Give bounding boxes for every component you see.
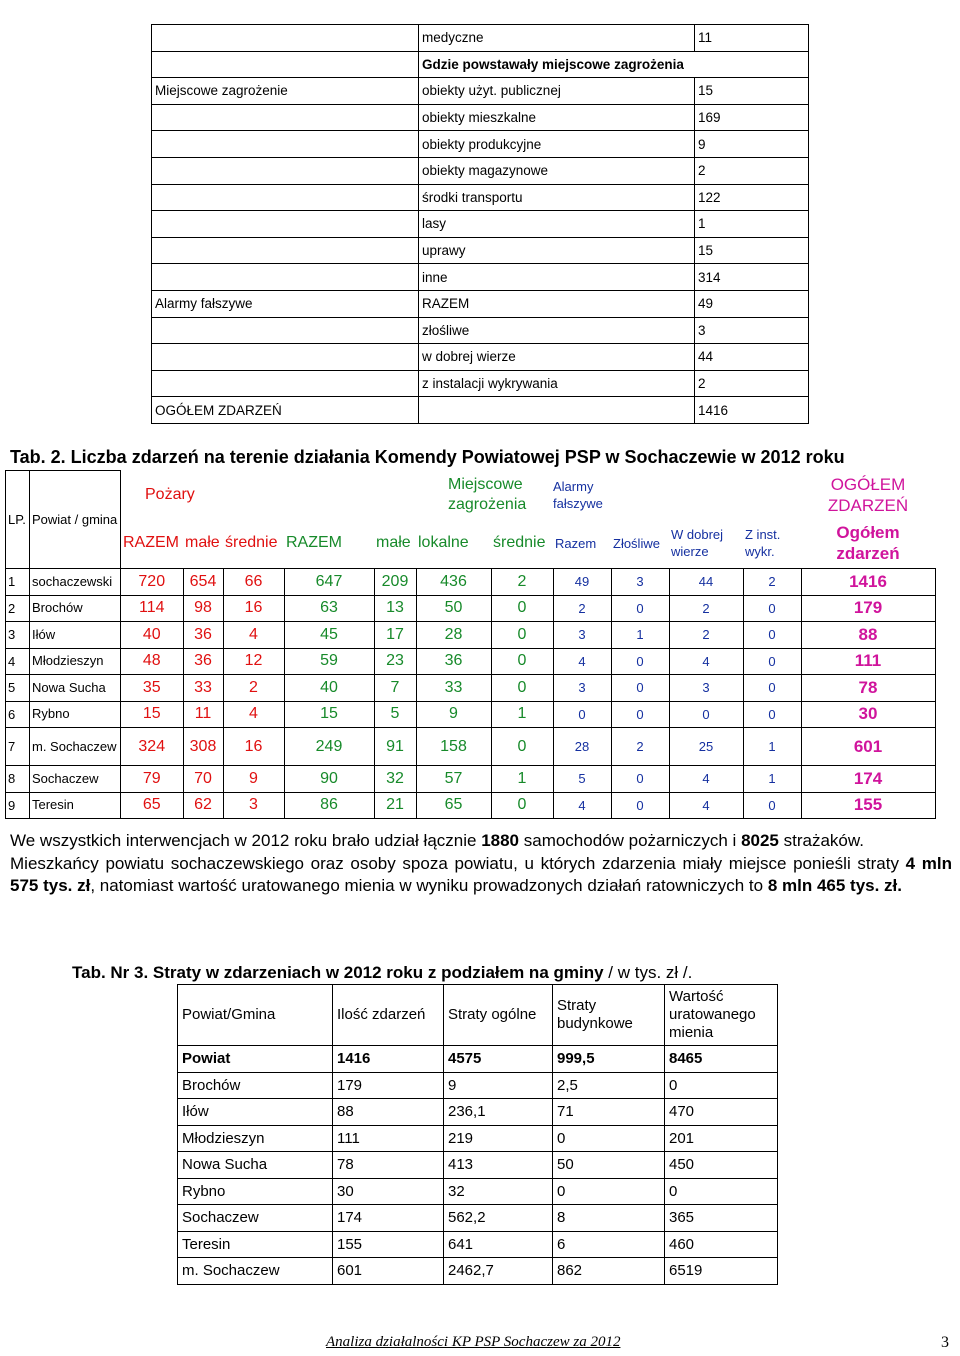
row-value: 65	[416, 792, 491, 819]
row-gmina: Nowa Sucha	[30, 675, 121, 702]
losses-cell: 413	[444, 1152, 553, 1179]
row-value: 49	[553, 569, 611, 596]
row-value: 5	[553, 766, 611, 793]
summary-value: 1416	[695, 397, 809, 424]
gmina-row	[6, 569, 936, 596]
row-value: 45	[284, 622, 374, 649]
row-value: 0	[743, 701, 801, 728]
summary-row	[152, 397, 809, 424]
summary-row	[152, 184, 809, 211]
row-value: 0	[491, 675, 553, 702]
summary-value: 314	[695, 264, 809, 291]
losses-cell: 601	[333, 1258, 444, 1285]
row-value: 90	[284, 766, 374, 793]
lp-header: LP.	[6, 471, 30, 569]
losses-cell: 0	[553, 1125, 665, 1152]
row-value: 0	[743, 622, 801, 649]
table3-title: Tab. Nr 3. Straty w zdarzeniach w 2012 roku z podziałem na gminy / w tys. zł /.	[72, 963, 693, 982]
row-value: 4	[669, 648, 743, 675]
losses-cell: 71	[553, 1099, 665, 1126]
losses-cell: Sochaczew	[178, 1205, 333, 1232]
miejscowe-header: Miejscowe zagrożenia	[448, 475, 527, 513]
losses-cell: Nowa Sucha	[178, 1152, 333, 1179]
losses-cell: 30	[333, 1178, 444, 1205]
summary-row	[152, 264, 809, 291]
row-value: 4	[669, 792, 743, 819]
row-value: 0	[491, 622, 553, 649]
m-lokalne-header: lokalne	[418, 534, 469, 552]
row-value: 3	[669, 675, 743, 702]
row-value: 15	[121, 701, 184, 728]
row-value: 88	[801, 622, 935, 649]
row-value: 3	[553, 675, 611, 702]
summary-label: RAZEM	[419, 290, 695, 317]
losses-cell: 0	[553, 1178, 665, 1205]
summary-value: 1	[695, 211, 809, 238]
row-value: 0	[611, 648, 669, 675]
row-value: 9	[223, 766, 284, 793]
events-by-gmina-table	[5, 470, 936, 819]
losses-header: Ilość zdarzeń	[333, 985, 444, 1046]
row-value: 0	[611, 701, 669, 728]
summary-row	[152, 104, 809, 131]
row-value: 111	[801, 648, 935, 675]
row-value: 2	[611, 728, 669, 766]
summary-label: medyczne	[419, 25, 695, 52]
losses-cell: 641	[444, 1231, 553, 1258]
summary-label: uprawy	[419, 237, 695, 264]
row-value: 0	[611, 792, 669, 819]
summary-row	[152, 317, 809, 344]
summary-table	[151, 24, 809, 424]
summary-label: lasy	[419, 211, 695, 238]
losses-row	[178, 1178, 778, 1205]
losses-cell: 999,5	[553, 1046, 665, 1073]
losses-cell: m. Sochaczew	[178, 1258, 333, 1285]
row-value: 36	[416, 648, 491, 675]
summary-value: 3	[695, 317, 809, 344]
table2-title: Tab. 2. Liczba zdarzeń na terenie działania Komendy Powiatowej PSP w Sochaczewie w 2012 roku	[10, 447, 845, 467]
summary-row	[152, 370, 809, 397]
row-value: 36	[183, 648, 223, 675]
losses-cell: 460	[665, 1231, 778, 1258]
row-value: 59	[284, 648, 374, 675]
row-gmina: Brochów	[30, 595, 121, 622]
summary-label: Gdzie powstawały miejscowe zagrożenia	[419, 51, 809, 78]
row-value: 98	[183, 595, 223, 622]
row-value: 1	[491, 766, 553, 793]
row-value: 2	[223, 675, 284, 702]
losses-cell: 365	[665, 1205, 778, 1232]
row-value: 436	[416, 569, 491, 596]
row-gmina: Sochaczew	[30, 766, 121, 793]
gmina-row	[6, 792, 936, 819]
row-value: 48	[121, 648, 184, 675]
gmina-row	[6, 701, 936, 728]
summary-label: z instalacji wykrywania	[419, 370, 695, 397]
losses-cell: Młodzieszyn	[178, 1125, 333, 1152]
summary-group	[152, 184, 419, 211]
a-zinst-header: Z inst. wykr.	[745, 527, 781, 560]
row-value: 4	[223, 622, 284, 649]
summary-group	[152, 51, 419, 78]
row-value: 35	[121, 675, 184, 702]
row-gmina: Iłów	[30, 622, 121, 649]
row-value: 308	[183, 728, 223, 766]
gmina-header: Powiat / gmina	[30, 471, 121, 569]
row-value: 0	[743, 648, 801, 675]
row-lp: 2	[6, 595, 30, 622]
row-lp: 5	[6, 675, 30, 702]
row-value: 30	[801, 701, 935, 728]
row-value: 209	[374, 569, 416, 596]
summary-label: inne	[419, 264, 695, 291]
summary-label: złośliwe	[419, 317, 695, 344]
summary-label: środki transportu	[419, 184, 695, 211]
row-value: 654	[183, 569, 223, 596]
row-value: 4	[553, 648, 611, 675]
row-lp: 1	[6, 569, 30, 596]
losses-cell: 179	[333, 1072, 444, 1099]
paragraph-losses: Mieszkańcy powiatu sochaczewskiego oraz osoby spoza powiatu, u których zdarzenia miały miejsce ponieśli straty 4 mln 575 tys. zł, natomiast wartość uratowanego mienia w wyniku prowadzonych działań ratowniczych to 8 mln 465 tys. zł.	[10, 853, 952, 895]
losses-row	[178, 1072, 778, 1099]
row-value: 249	[284, 728, 374, 766]
row-value: 647	[284, 569, 374, 596]
row-value: 13	[374, 595, 416, 622]
page-number: 3	[941, 1334, 949, 1351]
row-value: 79	[121, 766, 184, 793]
losses-cell: 0	[665, 1178, 778, 1205]
row-value: 0	[611, 675, 669, 702]
losses-cell: 236,1	[444, 1099, 553, 1126]
p-srednie-header: średnie	[225, 534, 278, 552]
m-male-header: małe	[376, 534, 411, 552]
summary-paragraphs	[10, 830, 952, 898]
row-value: 63	[284, 595, 374, 622]
losses-cell: 4575	[444, 1046, 553, 1073]
losses-cell: 32	[444, 1178, 553, 1205]
summary-value: 11	[695, 25, 809, 52]
row-value: 44	[669, 569, 743, 596]
summary-label: w dobrej wierze	[419, 344, 695, 371]
summary-label: obiekty magazynowe	[419, 157, 695, 184]
summary-row	[152, 25, 809, 52]
row-value: 28	[416, 622, 491, 649]
a-razem-header: Razem	[555, 535, 597, 551]
row-value: 2	[669, 595, 743, 622]
losses-cell: 2462,7	[444, 1258, 553, 1285]
row-value: 57	[416, 766, 491, 793]
losses-header: Wartość uratowanego mienia	[665, 985, 778, 1046]
summary-value: 2	[695, 157, 809, 184]
row-value: 0	[491, 792, 553, 819]
summary-row	[152, 51, 809, 78]
summary-row	[152, 237, 809, 264]
row-value: 0	[743, 792, 801, 819]
row-value: 66	[223, 569, 284, 596]
summary-group	[152, 211, 419, 238]
row-value: 3	[611, 569, 669, 596]
row-value: 25	[669, 728, 743, 766]
row-value: 114	[121, 595, 184, 622]
row-gmina: Teresin	[30, 792, 121, 819]
losses-cell: 8	[553, 1205, 665, 1232]
summary-row	[152, 131, 809, 158]
losses-cell: 88	[333, 1099, 444, 1126]
losses-row	[178, 1099, 778, 1126]
gmina-row	[6, 766, 936, 793]
row-value: 1	[611, 622, 669, 649]
page-footer: Analiza działalności KP PSP Sochaczew za 2012	[326, 1334, 621, 1350]
row-value: 78	[801, 675, 935, 702]
ogolem-sub-header: Ogółem zdarzeń	[836, 523, 900, 564]
losses-cell: 174	[333, 1205, 444, 1232]
row-value: 0	[553, 701, 611, 728]
row-value: 16	[223, 595, 284, 622]
summary-group	[152, 344, 419, 371]
summary-row	[152, 344, 809, 371]
row-value: 16	[223, 728, 284, 766]
losses-cell: 50	[553, 1152, 665, 1179]
row-value: 40	[284, 675, 374, 702]
row-lp: 6	[6, 701, 30, 728]
summary-row	[152, 290, 809, 317]
row-value: 3	[223, 792, 284, 819]
row-value: 2	[553, 595, 611, 622]
losses-row	[178, 1046, 778, 1073]
row-value: 158	[416, 728, 491, 766]
summary-row	[152, 78, 809, 105]
row-value: 32	[374, 766, 416, 793]
summary-group	[152, 25, 419, 52]
losses-cell: 470	[665, 1099, 778, 1126]
losses-cell: 6519	[665, 1258, 778, 1285]
losses-cell: 111	[333, 1125, 444, 1152]
losses-header: Straty ogólne	[444, 985, 553, 1046]
losses-cell: 862	[553, 1258, 665, 1285]
losses-cell: 6	[553, 1231, 665, 1258]
row-gmina: sochaczewski	[30, 569, 121, 596]
m-srednie-header: średnie	[493, 534, 546, 552]
summary-label: obiekty użyt. publicznej	[419, 78, 695, 105]
row-lp: 7	[6, 728, 30, 766]
row-value: 12	[223, 648, 284, 675]
row-lp: 4	[6, 648, 30, 675]
row-value: 86	[284, 792, 374, 819]
row-value: 601	[801, 728, 935, 766]
summary-label	[419, 397, 695, 424]
row-value: 4	[669, 766, 743, 793]
row-lp: 8	[6, 766, 30, 793]
row-value: 0	[743, 595, 801, 622]
row-value: 28	[553, 728, 611, 766]
losses-cell: 219	[444, 1125, 553, 1152]
ogolem-header: OGÓŁEM ZDARZEŃ	[827, 474, 909, 515]
summary-group: Miejscowe zagrożenie	[152, 78, 419, 105]
losses-cell: 9	[444, 1072, 553, 1099]
row-value: 15	[284, 701, 374, 728]
row-value: 1416	[801, 569, 935, 596]
a-wdobrej-header: W dobrej wierze	[671, 527, 724, 560]
row-value: 2	[669, 622, 743, 649]
a-zlosliwe-header: Złośliwe	[613, 535, 660, 551]
losses-cell: 562,2	[444, 1205, 553, 1232]
summary-value: 44	[695, 344, 809, 371]
summary-group	[152, 157, 419, 184]
row-lp: 3	[6, 622, 30, 649]
losses-row	[178, 1125, 778, 1152]
summary-group	[152, 370, 419, 397]
losses-cell: Teresin	[178, 1231, 333, 1258]
row-value: 70	[183, 766, 223, 793]
row-value: 324	[121, 728, 184, 766]
p-razem-header: RAZEM	[123, 534, 179, 552]
losses-cell: Brochów	[178, 1072, 333, 1099]
summary-value: 49	[695, 290, 809, 317]
row-value: 0	[491, 728, 553, 766]
row-value: 40	[121, 622, 184, 649]
row-value: 62	[183, 792, 223, 819]
losses-header: Powiat/Gmina	[178, 985, 333, 1046]
row-value: 4	[553, 792, 611, 819]
m-razem-header: RAZEM	[286, 534, 342, 552]
losses-cell: 201	[665, 1125, 778, 1152]
losses-cell: Iłów	[178, 1099, 333, 1126]
gmina-row	[6, 622, 936, 649]
losses-row	[178, 1205, 778, 1232]
row-gmina: Rybno	[30, 701, 121, 728]
row-value: 2	[491, 569, 553, 596]
row-value: 33	[183, 675, 223, 702]
summary-group	[152, 317, 419, 344]
losses-cell: Powiat	[178, 1046, 333, 1073]
summary-value: 9	[695, 131, 809, 158]
losses-table	[177, 984, 778, 1285]
summary-value: 15	[695, 78, 809, 105]
row-value: 5	[374, 701, 416, 728]
losses-row	[178, 1258, 778, 1285]
row-value: 7	[374, 675, 416, 702]
row-value: 0	[611, 595, 669, 622]
row-value: 17	[374, 622, 416, 649]
losses-header-row	[178, 985, 778, 1046]
alarmy-header: Alarmy fałszywe	[553, 478, 603, 511]
row-value: 0	[669, 701, 743, 728]
losses-row	[178, 1152, 778, 1179]
row-value: 0	[491, 648, 553, 675]
row-value: 0	[743, 675, 801, 702]
row-value: 91	[374, 728, 416, 766]
row-lp: 9	[6, 792, 30, 819]
row-value: 179	[801, 595, 935, 622]
summary-value: 122	[695, 184, 809, 211]
row-value: 1	[743, 728, 801, 766]
summary-row	[152, 157, 809, 184]
row-value: 33	[416, 675, 491, 702]
summary-group: Alarmy fałszywe	[152, 290, 419, 317]
row-value: 1	[743, 766, 801, 793]
summary-group: OGÓŁEM ZDARZEŃ	[152, 397, 419, 424]
row-value: 21	[374, 792, 416, 819]
summary-value: 169	[695, 104, 809, 131]
row-value: 2	[743, 569, 801, 596]
gmina-row	[6, 648, 936, 675]
losses-cell: 1416	[333, 1046, 444, 1073]
row-gmina: m. Sochaczew	[30, 728, 121, 766]
gmina-row	[6, 675, 936, 702]
losses-header: Straty budynkowe	[553, 985, 665, 1046]
losses-cell: 2,5	[553, 1072, 665, 1099]
row-value: 0	[611, 766, 669, 793]
row-value: 23	[374, 648, 416, 675]
pozary-header: Pożary	[145, 485, 195, 503]
paragraph-vehicles: We wszystkich interwencjach w 2012 roku brało udział łącznie 1880 samochodów pożarniczych i 8025 strażaków.	[10, 831, 864, 850]
losses-cell: 0	[665, 1072, 778, 1099]
summary-value: 2	[695, 370, 809, 397]
summary-label: obiekty mieszkalne	[419, 104, 695, 131]
row-value: 720	[121, 569, 184, 596]
losses-row	[178, 1231, 778, 1258]
row-gmina: Młodzieszyn	[30, 648, 121, 675]
summary-group	[152, 104, 419, 131]
losses-cell: 78	[333, 1152, 444, 1179]
row-value: 36	[183, 622, 223, 649]
row-value: 50	[416, 595, 491, 622]
losses-cell: 155	[333, 1231, 444, 1258]
summary-value: 15	[695, 237, 809, 264]
row-value: 174	[801, 766, 935, 793]
row-value: 0	[491, 595, 553, 622]
row-value: 1	[491, 701, 553, 728]
row-value: 4	[223, 701, 284, 728]
losses-cell: Rybno	[178, 1178, 333, 1205]
losses-cell: 450	[665, 1152, 778, 1179]
row-value: 11	[183, 701, 223, 728]
losses-cell: 8465	[665, 1046, 778, 1073]
row-value: 3	[553, 622, 611, 649]
summary-label: obiekty produkcyjne	[419, 131, 695, 158]
summary-row	[152, 211, 809, 238]
p-male-header: małe	[185, 534, 220, 552]
gmina-row	[6, 595, 936, 622]
summary-group	[152, 237, 419, 264]
gmina-row	[6, 728, 936, 766]
summary-group	[152, 264, 419, 291]
row-value: 65	[121, 792, 184, 819]
row-value: 9	[416, 701, 491, 728]
row-value: 155	[801, 792, 935, 819]
summary-group	[152, 131, 419, 158]
